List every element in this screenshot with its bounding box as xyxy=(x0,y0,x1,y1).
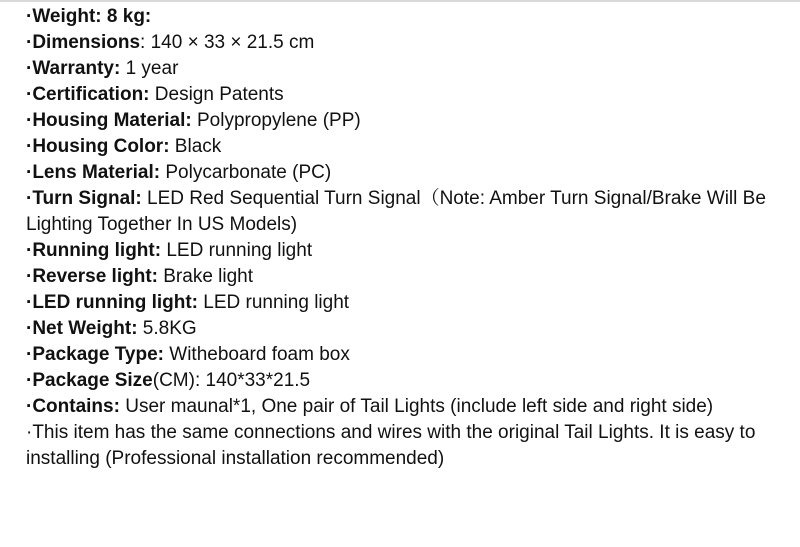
spec-led-running-light xyxy=(26,290,796,316)
spec-label: ·Package Size xyxy=(26,370,153,391)
spec-weight xyxy=(26,4,796,30)
spec-value: (CM): 140*33*21.5 xyxy=(152,370,311,391)
spec-lens-material xyxy=(26,160,796,186)
spec-label: ·Weight: 8 kg: xyxy=(26,6,152,27)
spec-list xyxy=(26,4,796,472)
spec-label: ·Housing Material: xyxy=(26,110,192,131)
spec-label: ·Contains: xyxy=(26,396,120,417)
spec-value: LED Red Sequential Turn Signal（Note: Amber Turn Signal/Brake Will Be Lighting Together In US Models) xyxy=(26,188,766,235)
spec-certification xyxy=(26,82,796,108)
spec-net-weight xyxy=(26,316,796,342)
spec-label: ·Warranty: xyxy=(26,58,121,79)
spec-value: LED running light xyxy=(161,240,313,261)
spec-turn-signal xyxy=(26,186,796,238)
spec-value: ·This item has the same connections and wires with the original Tail Lights. It is easy to installing (Professional installation recommended) xyxy=(26,422,756,469)
spec-contains xyxy=(26,394,796,420)
spec-label: ·Housing Color: xyxy=(26,136,170,157)
spec-label: ·Reverse light: xyxy=(26,266,158,287)
spec-warranty xyxy=(26,56,796,82)
spec-label: ·Running light: xyxy=(26,240,162,261)
spec-label: ·LED running light: xyxy=(26,292,199,313)
spec-label: ·Dimensions xyxy=(26,32,141,53)
spec-housing-material xyxy=(26,108,796,134)
spec-value: 5.8KG xyxy=(137,318,197,339)
spec-label: ·Turn Signal: xyxy=(26,188,142,209)
spec-value: LED running light xyxy=(198,292,350,313)
spec-value: Witheboard foam box xyxy=(163,344,350,365)
top-divider xyxy=(0,0,800,2)
spec-dimensions xyxy=(26,30,796,56)
spec-label: ·Certification: xyxy=(26,84,150,105)
spec-value: User maunal*1, One pair of Tail Lights (include left side and right side) xyxy=(119,396,714,417)
spec-value: Black xyxy=(169,136,222,157)
spec-label: ·Net Weight: xyxy=(26,318,138,339)
spec-package-size xyxy=(26,368,796,394)
spec-value: : 140 × 33 × 21.5 cm xyxy=(140,32,315,53)
spec-value: Polycarbonate (PC) xyxy=(160,162,332,183)
spec-reverse-light xyxy=(26,264,796,290)
spec-value: Polypropylene (PP) xyxy=(191,110,361,131)
spec-label: ·Package Type: xyxy=(26,344,164,365)
spec-housing-color xyxy=(26,134,796,160)
spec-installation-note xyxy=(26,420,796,472)
spec-value: Brake light xyxy=(157,266,254,287)
spec-label: ·Lens Material: xyxy=(26,162,161,183)
spec-value: Design Patents xyxy=(149,84,284,105)
spec-running-light xyxy=(26,238,796,264)
spec-package-type xyxy=(26,342,796,368)
spec-value: 1 year xyxy=(120,58,179,79)
